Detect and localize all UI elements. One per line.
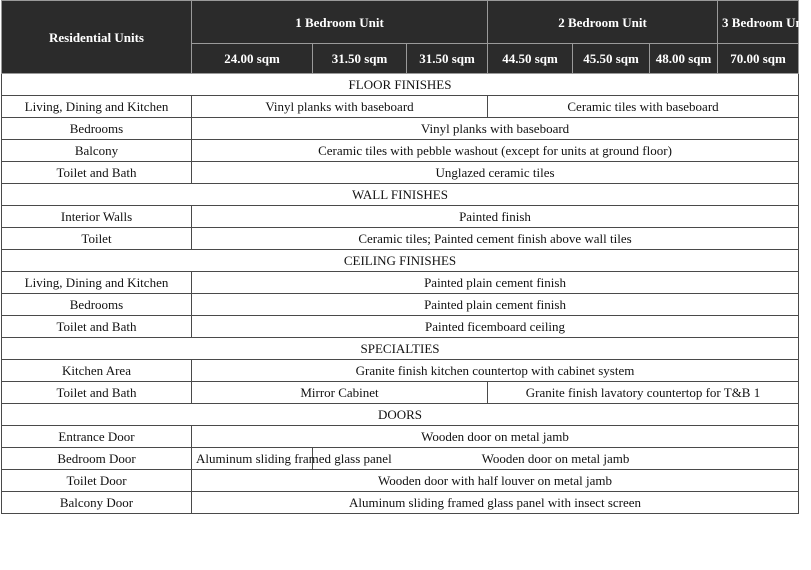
- section-title: WALL FINISHES: [2, 184, 799, 206]
- section-title: FLOOR FINISHES: [2, 74, 799, 96]
- spec-cell: Granite finish kitchen countertop with cabinet system: [192, 360, 799, 382]
- table-row: [2, 118, 799, 140]
- unit-size-header: 24.00 sqm: [192, 44, 313, 74]
- three-bedroom-unit-header: 3 Bedroom Unit: [718, 1, 799, 44]
- section-row-specialties: [2, 338, 799, 360]
- table-header: [2, 1, 811, 74]
- spec-cell: Painted plain cement finish: [192, 294, 799, 316]
- unit-size-header: 44.50 sqm: [488, 44, 573, 74]
- table-row: [2, 228, 799, 250]
- unit-size-header: 31.50 sqm: [313, 44, 407, 74]
- table-row: [2, 316, 799, 338]
- spec-cell: Wooden door on metal jamb: [313, 448, 799, 470]
- spec-cell: Vinyl planks with baseboard: [192, 96, 488, 118]
- table-row: [2, 206, 799, 228]
- unit-size-header: 45.50 sqm: [573, 44, 650, 74]
- spec-cell: Ceramic tiles; Painted cement finish above wall tiles: [192, 228, 799, 250]
- unit-size-header: 48.00 sqm: [650, 44, 718, 74]
- row-label: Balcony Door: [2, 492, 192, 514]
- table-row: [2, 96, 799, 118]
- table-row: [2, 492, 799, 514]
- spec-cell: Aluminum sliding framed glass panel: [192, 448, 313, 470]
- table-row: [2, 140, 799, 162]
- row-label: Bedroom Door: [2, 448, 192, 470]
- table-row: [2, 448, 799, 470]
- row-label: Entrance Door: [2, 426, 192, 448]
- spec-cell: Vinyl planks with baseboard: [192, 118, 799, 140]
- spec-cell: Painted finish: [192, 206, 799, 228]
- row-label: Living, Dining and Kitchen: [2, 272, 192, 294]
- two-bedroom-unit-header: 2 Bedroom Unit: [488, 1, 718, 44]
- row-label: Balcony: [2, 140, 192, 162]
- table-row: [2, 162, 799, 184]
- unit-size-header: 70.00 sqm: [718, 44, 799, 74]
- unit-size-header: 31.50 sqm: [407, 44, 488, 74]
- table-row: [2, 382, 799, 404]
- residential-units-header: Residential Units: [2, 1, 192, 74]
- table-row: [2, 272, 799, 294]
- table-row: [2, 426, 799, 448]
- spec-cell: Aluminum sliding framed glass panel with insect screen: [192, 492, 799, 514]
- row-label: Interior Walls: [2, 206, 192, 228]
- table-body: [2, 74, 799, 514]
- table-row: [2, 360, 799, 382]
- row-label: Kitchen Area: [2, 360, 192, 382]
- one-bedroom-unit-header: 1 Bedroom Unit: [192, 1, 488, 44]
- row-label: Toilet: [2, 228, 192, 250]
- section-row-doors: [2, 404, 799, 426]
- section-title: SPECIALTIES: [2, 338, 799, 360]
- section-title: DOORS: [2, 404, 799, 426]
- spec-cell: Mirror Cabinet: [192, 382, 488, 404]
- row-label: Toilet and Bath: [2, 162, 192, 184]
- spec-cell: Painted ficemboard ceiling: [192, 316, 799, 338]
- section-row-floor-finishes: [2, 74, 799, 96]
- finishes-spec-table: [1, 0, 811, 514]
- spec-cell: Painted plain cement finish: [192, 272, 799, 294]
- row-label: Living, Dining and Kitchen: [2, 96, 192, 118]
- row-label: Toilet Door: [2, 470, 192, 492]
- spec-cell: Unglazed ceramic tiles: [192, 162, 799, 184]
- row-label: Toilet and Bath: [2, 316, 192, 338]
- spec-cell: Wooden door on metal jamb: [192, 426, 799, 448]
- table-row: [2, 294, 799, 316]
- section-title: CEILING FINISHES: [2, 250, 799, 272]
- row-label: Bedrooms: [2, 294, 192, 316]
- spec-cell: Ceramic tiles with pebble washout (except for units at ground floor): [192, 140, 799, 162]
- section-row-wall-finishes: [2, 184, 799, 206]
- spec-cell: Granite finish lavatory countertop for T&B 1: [488, 382, 799, 404]
- table-row: [2, 470, 799, 492]
- spec-cell: Ceramic tiles with baseboard: [488, 96, 799, 118]
- row-label: Toilet and Bath: [2, 382, 192, 404]
- section-row-ceiling-finishes: [2, 250, 799, 272]
- spec-cell: Wooden door with half louver on metal jamb: [192, 470, 799, 492]
- header-row-groups: [2, 1, 799, 44]
- row-label: Bedrooms: [2, 118, 192, 140]
